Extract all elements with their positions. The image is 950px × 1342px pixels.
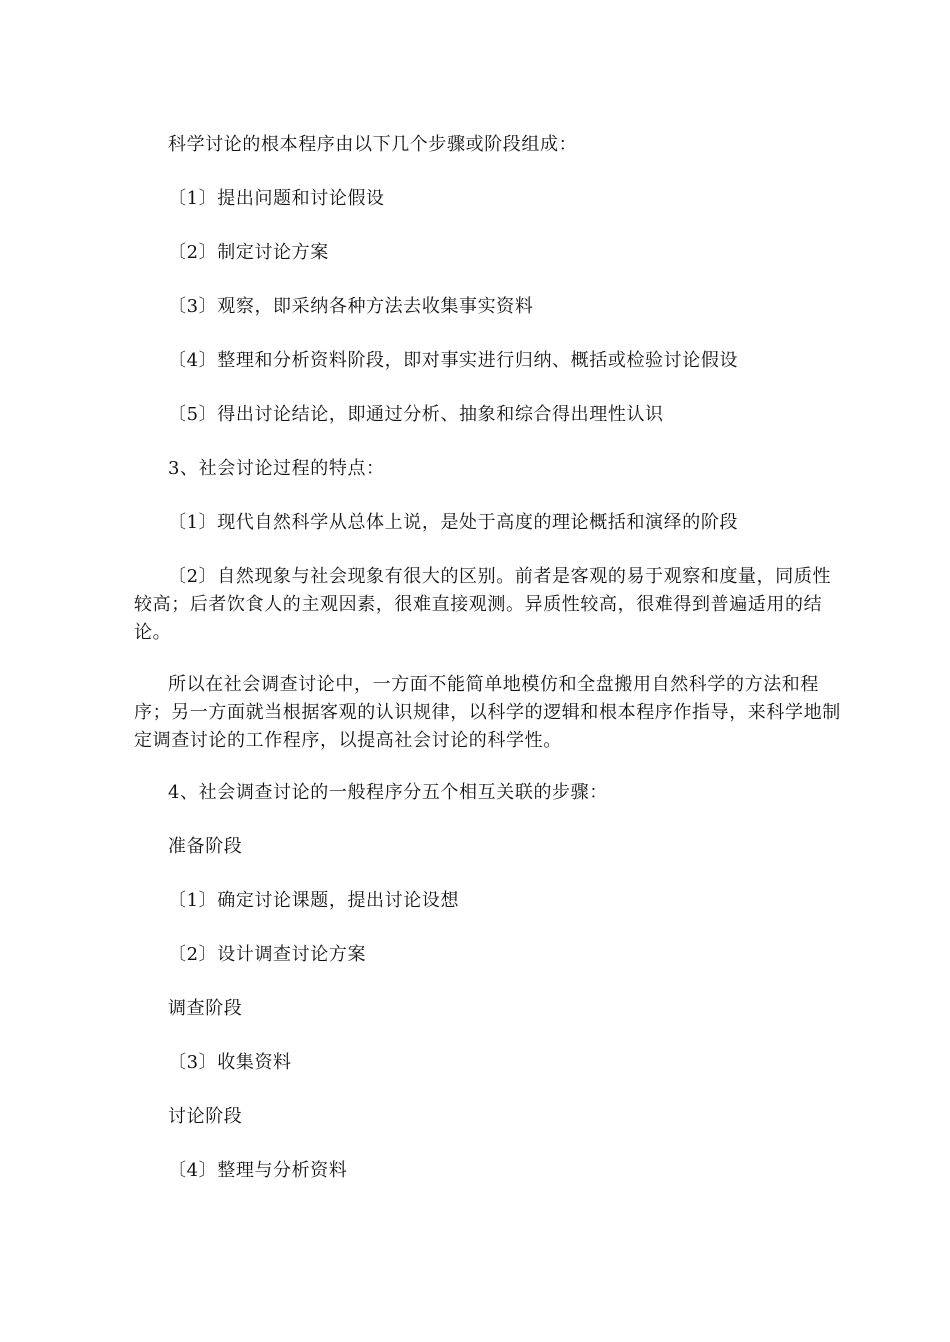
paragraph-stage-step-1: 〔1〕确定讨论课题，提出讨论设想 [168, 890, 460, 911]
paragraph-feature-1: 〔1〕现代自然科学从总体上说，是处于高度的理论概括和演绎的阶段 [168, 512, 739, 533]
paragraph-feature-2: 〔2〕自然现象与社会现象有很大的区别。前者是客观的易于观察和度量，同质性较高；后者饮食人的主观因素，很难直接观测。异质性较高，很难得到普遍适用的结论。 [134, 566, 832, 643]
paragraph-stage-step-4: 〔4〕整理与分析资料 [168, 1160, 348, 1181]
paragraph-step-3: 〔3〕观察，即采纳各种方法去收集事实资料 [168, 296, 534, 317]
paragraph-conclusion: 所以在社会调查讨论中，一方面不能简单地模仿和全盘搬用自然科学的方法和程序；另一方面就当根据客观的认识规律，以科学的逻辑和根本程序作指导，来科学地制定调查讨论的工作程序，以提高社会讨论的科学性。 [134, 674, 841, 751]
paragraph-step-2: 〔2〕制定讨论方案 [168, 242, 329, 263]
section-heading-3: 3、社会讨论过程的特点： [168, 458, 385, 479]
stage-heading-survey: 调查阶段 [168, 998, 243, 1019]
stage-heading-discussion: 讨论阶段 [168, 1106, 243, 1127]
paragraph-step-4: 〔4〕整理和分析资料阶段，即对事实进行归纳、概括或检验讨论假设 [168, 350, 739, 371]
paragraph-step-1: 〔1〕提出问题和讨论假设 [168, 188, 385, 209]
paragraph-intro: 科学讨论的根本程序由以下几个步骤或阶段组成： [168, 134, 578, 155]
paragraph-stage-step-2: 〔2〕设计调查讨论方案 [168, 944, 367, 965]
section-heading-4: 4、社会调查讨论的一般程序分五个相互关联的步骤： [168, 782, 608, 803]
paragraph-stage-step-3: 〔3〕收集资料 [168, 1052, 292, 1073]
paragraph-step-5: 〔5〕得出讨论结论，即通过分析、抽象和综合得出理性认识 [168, 404, 664, 425]
stage-heading-preparation: 准备阶段 [168, 836, 243, 857]
